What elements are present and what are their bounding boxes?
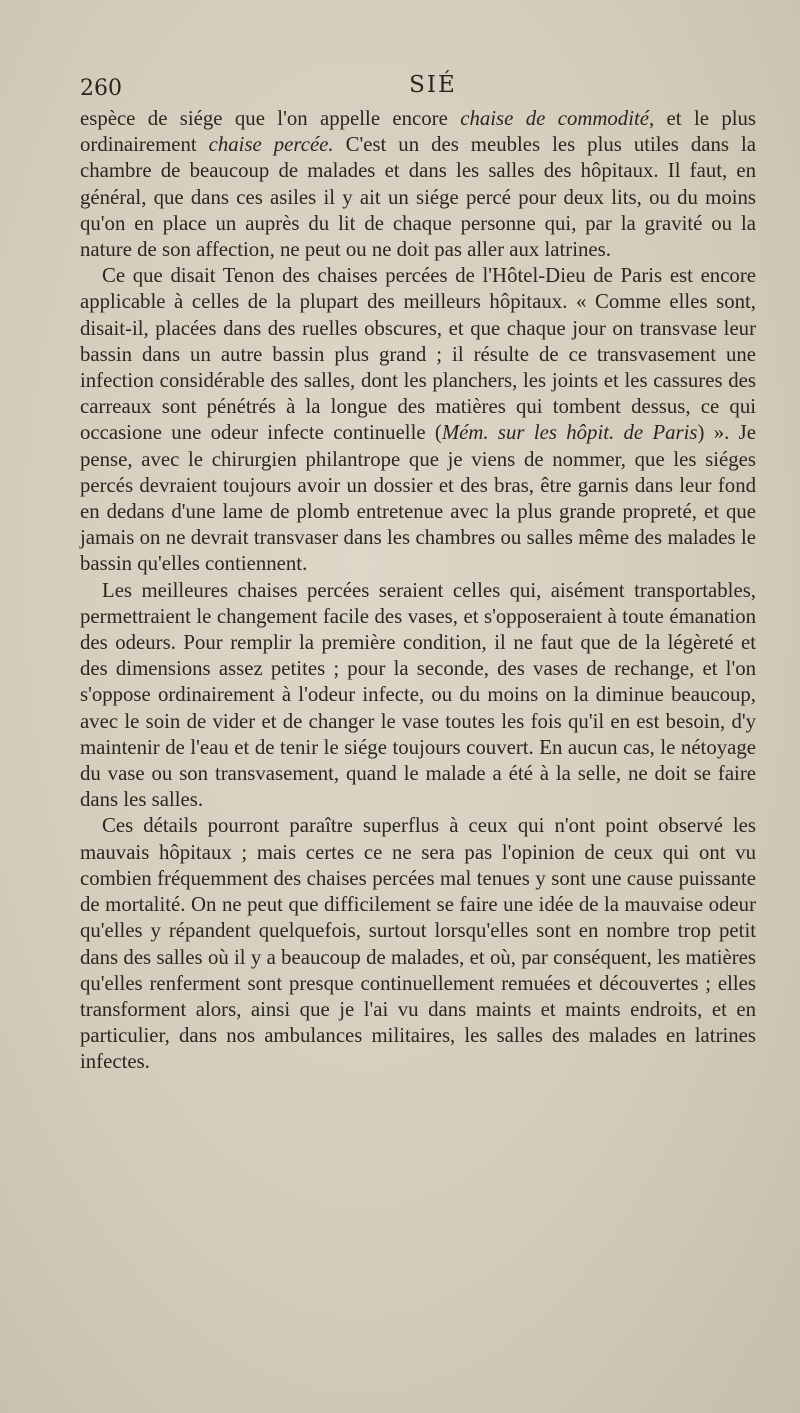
paragraph-4 [80,813,756,1075]
paragraph-3 [80,578,756,814]
text-run: Ce que disait Tenon des chaises percées de l'Hôtel-Dieu de Paris est encore applicable à celles de la plupart des meilleurs hôpitaux. « Comme elles sont, disait-il, placées dans des ruelles obscures, et que chaque jour on transvase leur bassin dans un autre bassin plus grand ; il résulte de ce transvasement une infection considérable des salles, dont les planchers, les joints et les cassures des carreaux sont pénétrés à la longue des matières qui tombent dessus, ce qui occasione une odeur infecte continuelle ( [80,264,756,445]
italic-citation: Mém. sur les hôpit. de Paris [441,421,698,445]
paragraph-1 [80,106,756,263]
page-header [80,72,756,104]
text-run: ) ». Je pense, avec le chirurgien philantrope que je viens de nommer, que les siéges percés devraient toujours avoir un dossier et des bras, être garnis dans leur fond en dedans d'une lame de plomb entretenue avec la plus grande propreté, et que jamais on ne devrait transvaser dans les chambres ou salles même des malades le bassin qu'elles contiennent. [80,421,757,576]
paragraph-2 [80,263,756,577]
body-text [80,106,756,1076]
text-run: C'est un des meubles les plus utiles dans la chambre de beaucoup de malades et dans les salles des hôpitaux. Il faut, en général, que dans ces asiles il y ait un siége percé pour deux lits, ou du moins qu'on en place un auprès du lit de chaque personne qui, par la gravité ou la nature de son affection, ne peut ou ne doit pas aller aux latrines. [80,133,756,262]
text-run: espèce de siége que l'on appelle encore [80,107,461,130]
text-run: Les meilleures chaises percées seraient celles qui, aisément transportables, permettraient le changement facile des vases, et s'opposeraient à toute émanation des odeurs. Pour remplir la première condition, il ne faut que de la légèreté et des dimensions assez petites ; pour la seconde, des vases de rechange, et l'on s'oppose ordinairement à l'odeur infecte, ou du moins on la diminue beaucoup, avec le soin de vider et de changer le vase toutes les fois qu'il en est besoin, d'y maintenir de l'eau et de tenir le siége toujours couvert. En aucun cas, le nétoyage du vase ou son transvasement, quand le malade a été à la selle, ne doit se faire dans les salles. [80,578,756,812]
page-number: 260 [80,76,122,101]
text-run: , et le plus ordinairement [80,107,756,157]
italic-term: chaise percée. [208,133,334,157]
italic-term: chaise de commodité [460,107,649,130]
text-run: Ces détails pourront paraître superflus à ceux qui n'ont point observé les mauvais hôpitaux ; mais certes ce ne sera pas l'opinion de ceux qui ont vu combien fréquemment des chaises percées mal tenues y sont une cause puissante de mortalité. On ne peut que difficilement se faire une idée de la mauvaise odeur qu'elles y répandent quelquefois, surtout lorsqu'elles sont en nombre trop petit dans des salles où il y a beaucoup de malades, et où, par conséquent, les matières qu'elles renferment sont presque continuellement remuées et découvertes ; elles transforment alors, ainsi que je l'ai vu dans maints et maints endroits, et en particulier, dans nos ambulances militaires, les salles des malades en latrines infectes. [80,814,756,1074]
running-head: SIÉ [409,72,457,98]
